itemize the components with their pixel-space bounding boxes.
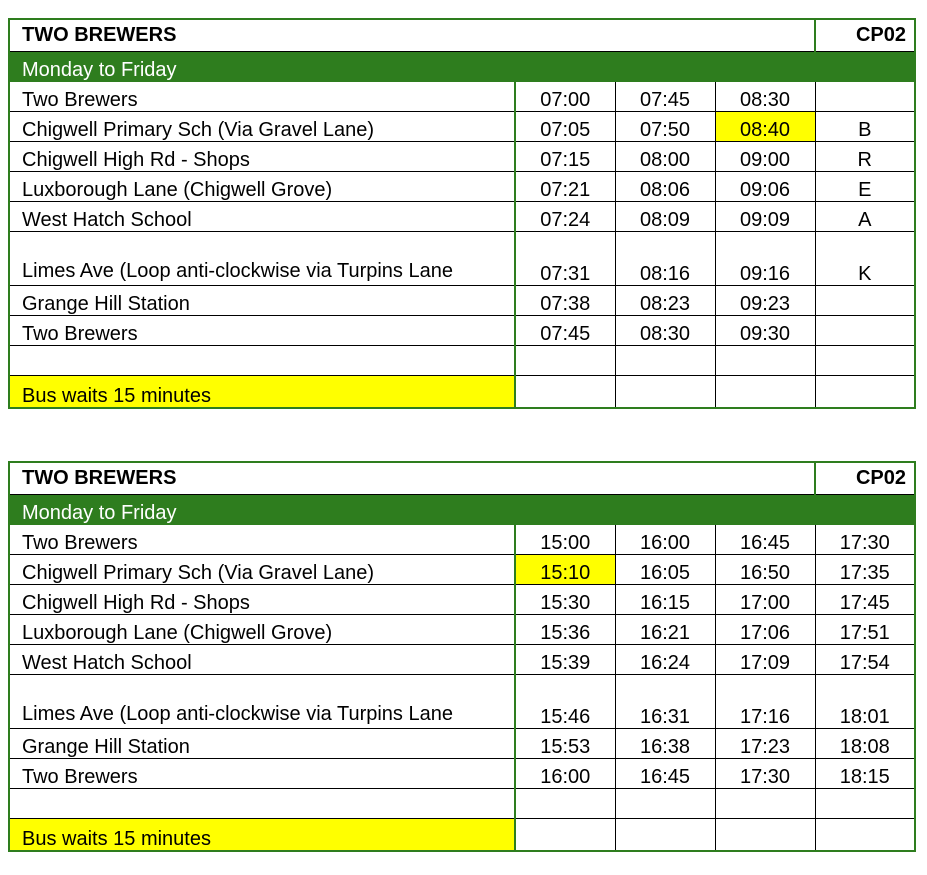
time-cell: 15:53 [515,729,615,759]
stop-name: Luxborough Lane (Chigwell Grove) [9,172,515,202]
time-cell: 17:00 [715,585,815,615]
table-row [9,202,915,232]
time-cell: 16:38 [615,729,715,759]
stop-name: Two Brewers [9,525,515,555]
time-cell: 07:05 [515,112,615,142]
empty-cell [515,376,615,409]
stop-name: West Hatch School [9,202,515,232]
time-cell: 15:39 [515,645,615,675]
route-code: CP02 [815,19,915,52]
stop-name: Grange Hill Station [9,729,515,759]
empty-row [9,789,915,819]
empty-cell [715,819,815,852]
timetable-title: TWO BREWERS [9,19,815,52]
time-cell: 09:00 [715,142,815,172]
time-cell: 09:16 [715,232,815,286]
highlighted-time-cell: 15:10 [515,555,615,585]
time-cell: 08:30 [615,316,715,346]
time-cell: 16:45 [615,759,715,789]
time-cell: 09:09 [715,202,815,232]
time-cell: 15:36 [515,615,615,645]
time-cell: 16:45 [715,525,815,555]
stop-name: Grange Hill Station [9,286,515,316]
timetable-morning [8,18,916,409]
days-row [9,52,915,82]
break-letter-cell [815,82,915,112]
empty-cell [9,346,515,376]
time-cell: 16:00 [615,525,715,555]
time-cell: 07:21 [515,172,615,202]
time-cell: 07:15 [515,142,615,172]
time-cell: 17:30 [715,759,815,789]
bus-waits-note: Bus waits 15 minutes [9,376,515,409]
stop-name: West Hatch School [9,645,515,675]
stop-name: Two Brewers [9,82,515,112]
empty-cell [815,376,915,409]
time-cell: 17:30 [815,525,915,555]
time-cell: 07:24 [515,202,615,232]
time-cell: 16:00 [515,759,615,789]
break-letter-cell: K [815,232,915,286]
time-cell: 09:06 [715,172,815,202]
time-cell: 08:06 [615,172,715,202]
table-row [9,142,915,172]
time-cell: 09:30 [715,316,815,346]
time-cell: 07:45 [515,316,615,346]
time-cell: 17:09 [715,645,815,675]
break-letter-cell: B [815,112,915,142]
time-cell: 17:35 [815,555,915,585]
days-label: Monday to Friday [9,52,915,82]
break-letter-cell [815,286,915,316]
empty-cell [9,789,515,819]
days-row [9,495,915,525]
empty-cell [615,789,715,819]
stop-name: Chigwell Primary Sch (Via Gravel Lane) [9,555,515,585]
table-row [9,645,915,675]
stop-name: Limes Ave (Loop anti-clockwise via Turpins Lane [9,675,515,729]
time-cell: 07:38 [515,286,615,316]
empty-cell [815,789,915,819]
bus-waits-note: Bus waits 15 minutes [9,819,515,852]
empty-cell [815,346,915,376]
empty-cell [515,346,615,376]
time-cell: 08:30 [715,82,815,112]
time-cell: 17:23 [715,729,815,759]
time-cell: 15:46 [515,675,615,729]
table-row [9,232,915,286]
time-cell: 16:50 [715,555,815,585]
time-cell: 18:01 [815,675,915,729]
empty-row [9,346,915,376]
stop-name: Luxborough Lane (Chigwell Grove) [9,615,515,645]
table-row [9,729,915,759]
time-cell: 16:15 [615,585,715,615]
break-letter-cell [815,316,915,346]
empty-cell [715,789,815,819]
table-row [9,525,915,555]
time-cell: 08:00 [615,142,715,172]
time-cell: 15:30 [515,585,615,615]
table-row [9,555,915,585]
table-row [9,615,915,645]
time-cell: 07:00 [515,82,615,112]
time-cell: 07:31 [515,232,615,286]
table-row [9,675,915,729]
break-letter-cell: R [815,142,915,172]
break-letter-cell: E [815,172,915,202]
time-cell: 08:23 [615,286,715,316]
time-cell: 18:08 [815,729,915,759]
timetable-title: TWO BREWERS [9,462,815,495]
empty-cell [515,819,615,852]
stop-name: Two Brewers [9,759,515,789]
time-cell: 07:50 [615,112,715,142]
stop-name: Chigwell High Rd - Shops [9,142,515,172]
time-cell: 17:16 [715,675,815,729]
days-label: Monday to Friday [9,495,915,525]
highlighted-time-cell: 08:40 [715,112,815,142]
table-row [9,82,915,112]
time-cell: 17:06 [715,615,815,645]
empty-cell [815,819,915,852]
timetable-title-row [9,19,915,52]
table-row [9,759,915,789]
stop-name: Two Brewers [9,316,515,346]
time-cell: 08:16 [615,232,715,286]
time-cell: 16:31 [615,675,715,729]
timetable-afternoon [8,461,916,852]
table-row [9,316,915,346]
stop-name: Chigwell Primary Sch (Via Gravel Lane) [9,112,515,142]
time-cell: 17:54 [815,645,915,675]
stop-name: Chigwell High Rd - Shops [9,585,515,615]
time-cell: 18:15 [815,759,915,789]
time-cell: 16:24 [615,645,715,675]
time-cell: 17:45 [815,585,915,615]
break-letter-cell: A [815,202,915,232]
table-row [9,112,915,142]
timetable-title-row [9,462,915,495]
table-row [9,286,915,316]
empty-cell [615,376,715,409]
note-row [9,819,915,852]
time-cell: 16:05 [615,555,715,585]
time-cell: 15:00 [515,525,615,555]
table-row [9,172,915,202]
time-cell: 08:09 [615,202,715,232]
time-cell: 17:51 [815,615,915,645]
stop-name: Limes Ave (Loop anti-clockwise via Turpins Lane [9,232,515,286]
table-row [9,585,915,615]
empty-cell [615,346,715,376]
time-cell: 09:23 [715,286,815,316]
note-row [9,376,915,409]
time-cell: 16:21 [615,615,715,645]
empty-cell [715,376,815,409]
time-cell: 07:45 [615,82,715,112]
route-code: CP02 [815,462,915,495]
empty-cell [615,819,715,852]
empty-cell [715,346,815,376]
empty-cell [515,789,615,819]
